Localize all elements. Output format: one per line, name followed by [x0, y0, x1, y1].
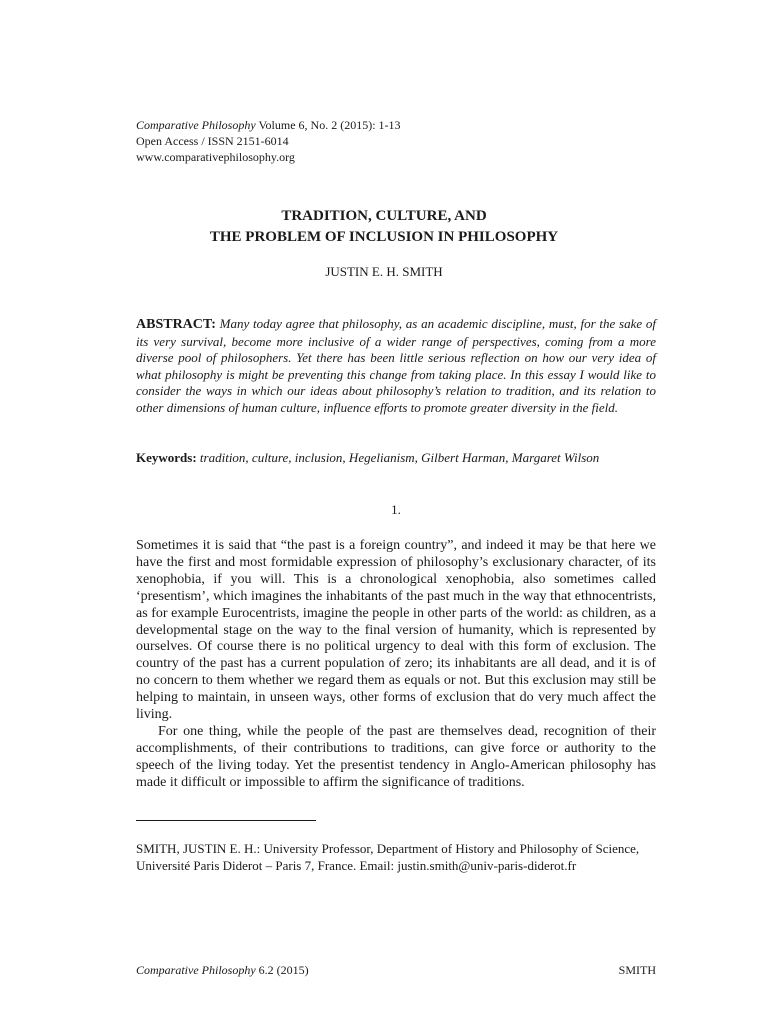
- body-text: [136, 538, 656, 792]
- body-paragraph-1: Sometimes it is said that “the past is a foreign country”, and indeed it may be that here we have the first and most formidable expression of philosophy’s exclusionary character, of its xenophobia, if you will. This is a chronological xenophobia, also sometimes called ‘presentism’, which imagines the inhabitants of the past much in the way that ethnocentrists, as for example Eurocentrists, imagine the people in other parts of the world: as children, as a developmental stage on the way to the final version of humanity, which is represented by ourselves. Of course there is no political urgency to deal with this form of exclusion. The country of the past has a current population of zero; its inhabitants are all dead, and it is of no concern to them whether we regard them as equals or not. But this exclusion may still be helping to maintain, in unseen ways, other forms of exclusion that do very much affect the living.: [136, 538, 656, 723]
- footer-author: SMITH: [618, 963, 656, 977]
- journal-header: [136, 117, 401, 165]
- journal-citation-line: [136, 117, 401, 133]
- title-line-1: TRADITION, CULTURE, AND: [281, 208, 487, 224]
- author-name: JUSTIN E. H. SMITH: [325, 264, 443, 279]
- abstract: [136, 316, 656, 416]
- title-line-2: THE PROBLEM OF INCLUSION IN PHILOSOPHY: [209, 229, 559, 245]
- abstract-label: ABSTRACT:: [136, 317, 216, 332]
- footer-citation: [136, 963, 309, 977]
- volume-info: Volume 6, No. 2 (2015): 1-13: [255, 118, 401, 132]
- page-footer: [136, 962, 656, 978]
- section-number: 1.: [391, 502, 401, 517]
- footer-journal-name: Comparative Philosophy: [136, 963, 256, 977]
- footer-issue: 6.2 (2015): [255, 963, 309, 977]
- article-title: [120, 206, 648, 248]
- abstract-text: Many today agree that philosophy, as an academic discipline, must, for the sake of its very survival, become more inclusive of a wider range of perspectives, coming from a more diverse pool of philosophers. Yet there has been little serious reflection on how our very idea of what philosophy is might be preventing this change from taking place. In this essay I would like to consider the ways in which our ideas about philosophy’s relation to tradition, and its relation to other dimensions of human culture, influence efforts to promote greater diversity in the field.: [136, 316, 656, 415]
- keywords: [136, 450, 656, 466]
- keywords-label: Keywords:: [136, 450, 197, 465]
- body-paragraph-2: For one thing, while the people of the past are themselves dead, recognition of their accomplishments, of their contributions to traditions, can give force or authority to the speech of the living today. Yet the presentist tendency in Anglo-American philosophy has made it difficult or impossible to affirm the significance of traditions.: [136, 723, 656, 790]
- author-footnote: SMITH, JUSTIN E. H.: University Professor, Department of History and Philosophy of Science, Université Paris Diderot – Paris 7, France. Email: justin.smith@univ-paris-diderot.fr: [136, 841, 640, 873]
- keywords-text: tradition, culture, inclusion, Hegelianism, Gilbert Harman, Margaret Wilson: [199, 450, 600, 465]
- open-access-line: Open Access / ISSN 2151-6014: [136, 134, 289, 148]
- journal-website: www.comparativephilosophy.org: [136, 150, 295, 164]
- footnote-divider: [136, 820, 316, 821]
- journal-name: Comparative Philosophy: [136, 118, 256, 132]
